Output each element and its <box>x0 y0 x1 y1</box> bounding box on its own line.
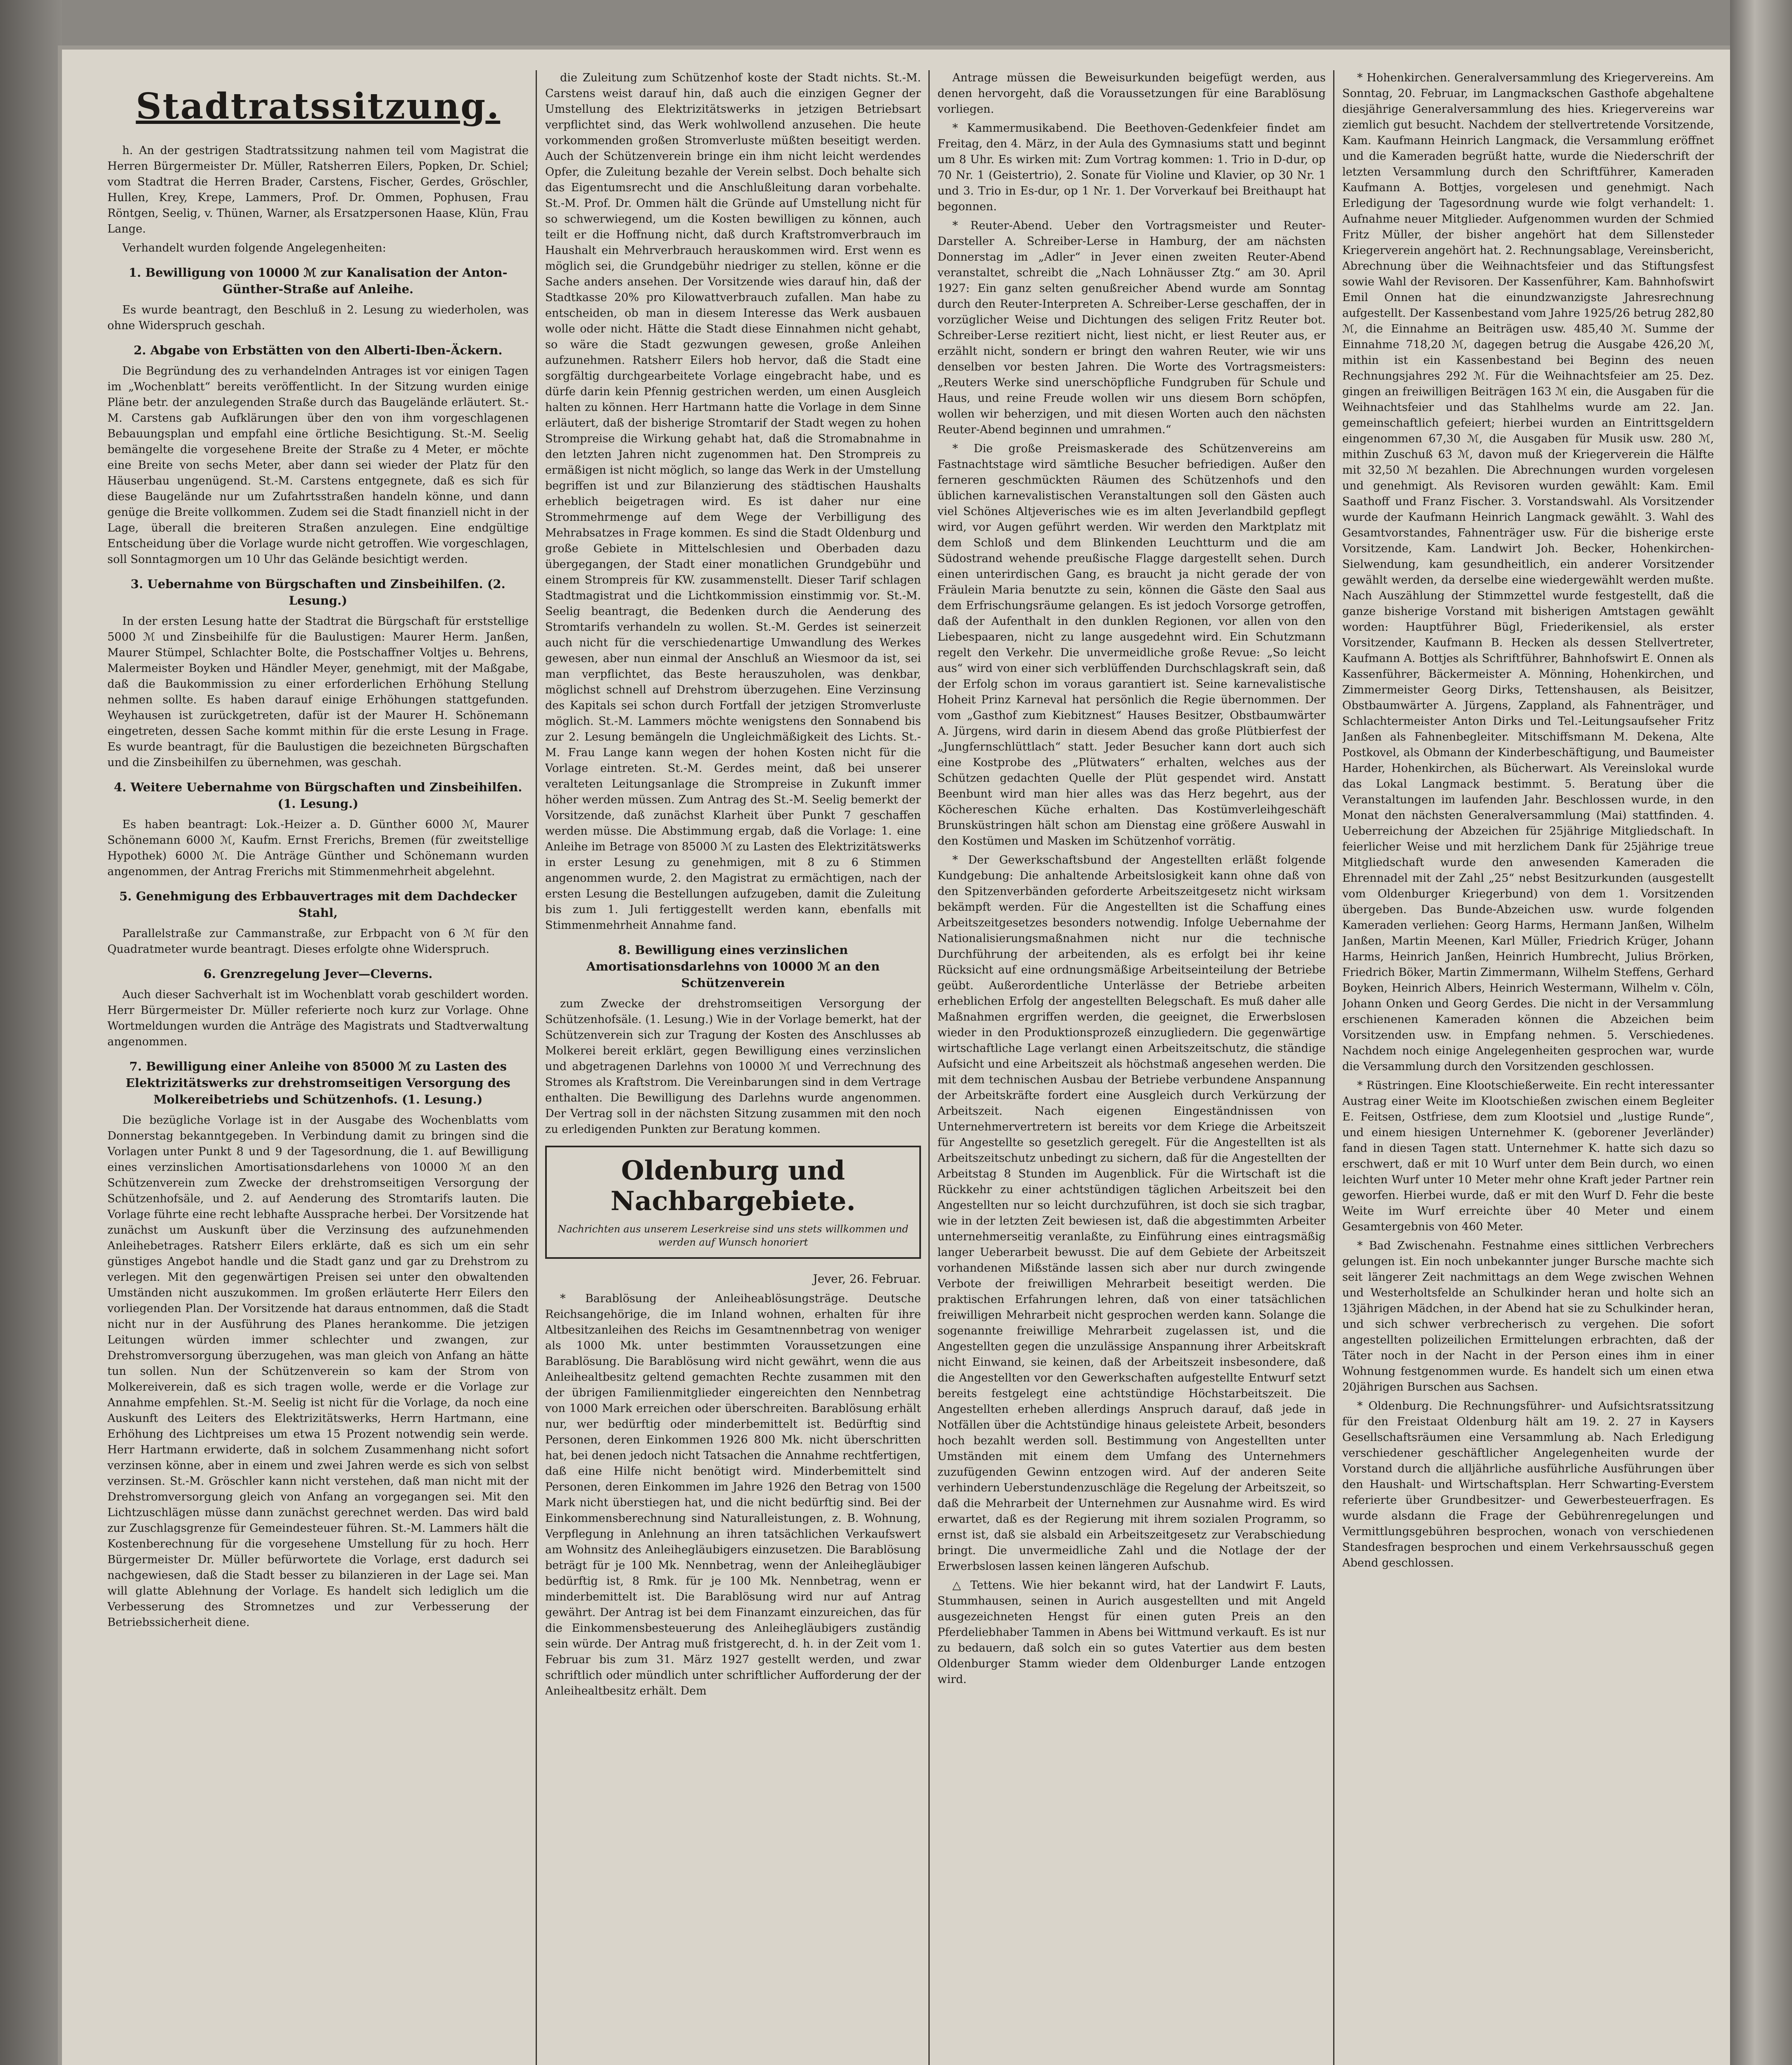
section-heading: 6. Grenzregelung Jever—Cleverns. <box>203 967 433 981</box>
article-paragraph: Die Begründung des zu verhandelnden Antrages ist vor einigen Tagen im „Wochenblatt“ bereits veröffentlicht. In der Sitzung wurden einige Pläne betr. der anzulegenden Straße durch das Baugelände erläutert. St.-M. Carstens gab Aufklärungen über den von ihm vorgeschlagenen Bebauungsplan und empfahl eine örtliche Besichtigung. St.-M. Seelig bemängelte die vorgesehene Breite der Straße zu 4 Meter, er möchte eine Breite von sechs Meter, aber dann sei wieder der Platz für den Häuserbau ungenügend. St.-M. Carstens entgegnete, daß es sich für diese Baugelände nur um Zufahrtsstraßen handeln könne, und dann genüge die Breite vollkommen. Zudem sei die Stadt finanziell nicht in der Lage, überall die breiteren Straßen anzulegen. Eine endgültige Entscheidung über die Vorlage wurde nicht getroffen. Wie vorgeschlagen, soll Sonntagmorgen um 10 Uhr das Gelände besichtigt werden. <box>107 365 529 566</box>
reader-note: Nachrichten aus unserem Leserkreise sind uns stets willkommen und werden auf Wunsch honoriert <box>558 1223 909 1248</box>
article-paragraph: * Der Gewerkschaftsbund der Angestellten erläßt folgende Kundgebung: Die anhaltende Arbeitslosigkeit kann ohne daß von den Spitzenverbänden geforderte Arbeitszeitgesetz nicht wirksam bekämpft werden. Für die Angestellten ist die Schaffung eines Arbeitszeitgesetzes besonders notwendig. Infolge Uebernahme der Nationalisierungsmaßnahmen nicht nur die technische Durchführung der arbeitenden, als es erfolgt bei ihr keine Rücksicht auf eine ordnungsmäßige Arbeitseinteilung der Betriebe geübt. Außerordentliche Unterlässe der Betriebe arbeiten erheblichen Erfolg der angestellten Belegschaft. Es muß daher alle Maßnahmen ergriffen werden, die geeignet, die Erwerbslosen wieder in den Produktionsprozeß einzugliedern. Die gegenwärtige wirtschaftliche Lage verlangt einen Arbeitszeitschutz, die ständige Aufsicht und eine Arbeitszeit als höchstmaß angesehen werden. Die mit dem technischen Ausbau der Betriebe verbundene Anspannung der Arbeitskräfte fordert eine Ausgleich durch Verkürzung der Arbeitszeit. Nach eigenen Eingeständnissen von Unternehmervertretern ist bereits vor dem Kriege die Arbeitszeit für Angestellte so gesetzlich geregelt. Für die Angestellten ist als Arbeitszeitschutz unbedingt zu sichern, daß für die Angestellten der Arbeitstag 8 Stunden im Augenblick. Für die Wirtschaft ist die Rückkehr zu einer achtstündigen täglichen Arbeitszeit bei den Angestellten nur so leicht durchzuführen, ist doch sie sich tragbar, wie in der letzten Zeit bewiesen ist, daß die abgestimmten Arbeiter unternehmerseitig veranlaßte, zu Einführung eines eintragsmäßig langer Ueberarbeit bewusst. Die auf dem Gebiete der Arbeitszeit vorhandenen Mißstände lassen sich aber nur durch zwingende Verbote der freiwilligen Mehrarbeit beseitigt werden. Die praktischen Erfahrungen lehren, daß von einer tatsächlichen freiwilligen Mehrarbeit nicht gesprochen werden kann. Solange die sogenannte freiwillige Mehrarbeit zugelassen ist, und die Angestellten gegen die unzulässige Anspannung ihrer Arbeitskraft nicht Einwand, sie keinen, daß der Arbeitszeit insbesondere, daß die Angestellten vor den Gewerkschaften aufgestellte Entwurf setzt bereits festgelegt eine achtstündige Höchstarbeitszeit. Die Angestellten erheben allerdings Anspruch darauf, daß jede in Notfällen über die Achtstündige hinaus geleistete Arbeit, besonders hoch bezahlt werden soll. Bestimmung von Angestellten unter Umständen mit einem dem Umfang des Unternehmers zuzufügenden Gewinn entzogen wird. Auf der anderen Seite verhindern Ueberstundenzuschläge die Regelung der Arbeitszeit, so daß die Mehrarbeit der Unternehmen zur Ausnahme wird. Es wird erwartet, daß es der Regierung mit ihrem sozialen Programm, so ernst ist, daß sie alsbald ein Arbeitszeitgesetz zur Verabschiedung bringt. Die unvermeidliche Zahl und die Notlage der der Erwerbslosen lassen keinen längeren Aufschub. <box>938 854 1326 1573</box>
article-paragraph: zum Zwecke der drehstromseitigen Versorgung der Schützenhofsäle. (1. Lesung.) Wie in der Vorlage bemerkt, hat der Schützenverein sich zur Tragung der Kosten des Anschlusses ab Molkerei bereit erklärt, gegen Bewilligung eines verzinslichen und abgetragenen Darlehns von 10000 ℳ und Verrechnung des Stromes als Kraftstrom. Die Vereinbarungen sind in dem Vertrage enthalten. Die Bewilligung des Darlehns wurde angenommen. Der Vertrag soll in der nächsten Sitzung zusammen mit den noch zu erledigenden Punkten zur Beratung kommen. <box>545 997 921 1136</box>
article-paragraph: Verhandelt wurden folgende Angelegenheiten: <box>122 242 386 254</box>
book-edge-right <box>1730 0 1792 2065</box>
article-paragraph: Auch dieser Sachverhalt ist im Wochenblatt vorab geschildert worden. Herr Bürgermeister Dr. Müller referierte noch kurz zur Vorlage. Ohne Wortmeldungen wurden die Anträge des Magistrats und Stadtverwaltung angenommen. <box>107 988 529 1048</box>
section-heading: 3. Uebernahme von Bürgschaften und Zinsbeihilfen. (2. Lesung.) <box>131 577 506 608</box>
column-four <box>1342 70 1714 2065</box>
section-heading: 8. Bewilligung eines verzinslichen Amortisationsdarlehns von 10000 ℳ an den Schützenverein <box>586 943 880 990</box>
regional-section-title: Oldenburg und Nachbargebiete. <box>610 1155 856 1217</box>
book-edge-left <box>0 0 62 2065</box>
article-paragraph: h. An der gestrigen Stadtratssitzung nahmen teil vom Magistrat die Herren Bürgermeister Dr. Müller, Ratsherren Eilers, Popken, Dr. Schiel; vom Stadtrat die Herren Brader, Carstens, Fischer, Gerdes, Gröschler, Hullen, Krey, Krepe, Lammers, Prof. Dr. Ommen, Pophusen, Frau Röntgen, Seelig, v. Thünen, Warner, als Ersatzpersonen Haase, Klün, Frau Lange. <box>107 144 529 235</box>
article-paragraph: * Kammermusikabend. Die Beethoven-Gedenkfeier findet am Freitag, den 4. März, in der Aula des Gymnasiums statt und beginnt um 8 Uhr. Es wirken mit: Zum Vortrag kommen: 1. Trio in D-dur, op 70 Nr. 1 (Geistertrio), 2. Sonate für Violine und Klavier, op 30 Nr. 1 und 3. Trio in Es-dur, op 1 Nr. 1. Der Vorverkauf bei Breithaupt hat begonnen. <box>938 122 1326 213</box>
column-rule <box>536 70 537 2065</box>
section-heading: 4. Weitere Uebernahme von Bürgschaften und Zinsbeihilfen. (1. Lesung.) <box>114 780 522 811</box>
article-headline: Stadtratssitzung. <box>135 85 501 127</box>
article-paragraph: Die bezügliche Vorlage ist in der Ausgabe des Wochenblatts vom Donnerstag bekanntgegeben. In Verbindung damit zu bringen sind die Vorlagen unter Punkt 8 und 9 der Tagesordnung, die 1. auf Bewilligung eines verzinslichen Amortisationsdarlehens von 10000 ℳ an den Schützenverein zum Zwecke der drehstromseitigen Versorgung der Schützenhofsäle, und 2. auf Aenderung des Stromtarifs lauten. Die Vorlage führte eine recht lebhafte Aussprache herbei. Der Vorsitzende hat zunächst um Auskunft über die Verzinsung des aufzunehmenden Anleihebetrages. Ratsherr Eilers erklärte, daß es sich um ein sehr günstiges Angebot handle und die Stadt ganz und gar zu Drehstrom zu verlegen. Mit den gegenwärtigen Preisen sei unter den obwaltenden Umständen nicht auszukommen. Im großen erläuterte Herr Eilers den vorliegenden Plan. Der Vorsitzende hat daraus entnommen, daß die Stadt nicht nur in der Ausführung des Planes herankomme. Die jetzigen Leitungen würden immer schlechter und zwangen, zur Drehstromversorgung überzugehen, was man gleich von Anfang an hätte tun sollen. Nun der Schützenverein so kam der Strom von Molkereiverein, daß es sich tragen wolle, werde er die Vorlage zur Annahme empfehlen. St.-M. Seelig ist nicht für die Vorlage, da noch eine Auskunft des Leiters des Elektrizitätswerks, Herrn Hartmann, eine Erhöhung des Lichtpreises um etwa 15 Prozent notwendig sein werde. Herr Hartmann erwiderte, daß in solchem Zusammenhang nicht sofort verzinsen könne, aber in einem und zwei Jahren werde es sich von selbst verzinsen. St.-M. Gröschler kann nicht verstehen, daß man nicht mit der Drehstromversorgung gleich von Anfang an vorgegangen sei. Mit den Lichtzuschlägen müsse dann zunächst gerechnet werden. Das wird bald zur Zuschlagsgrenze für Gemeindesteuer führen. St.-M. Lammers hält die Kostenberechnung für die vorgesehene Umstellung für zu hoch. Herr Bürgermeister Dr. Müller befürwortete die Vorlage, erst dadurch sei nachgewiesen, daß die Stadt besser zu bilanzieren in der Lage sei. Man will glatte Ablehnung der Vorlage. Es handelt sich lediglich um die Verbesserung des Stromnetzes und zur Verbesserung der Betriebssicherheit diene. <box>107 1114 529 1629</box>
column-three <box>938 70 1326 2065</box>
article-paragraph: * Hohenkirchen. Generalversammlung des Kriegervereins. Am Sonntag, 20. Februar, im Langmackschen Gasthofe abgehaltene diesjährige Generalversammlung des hies. Kriegervereins war ziemlich gut besucht. Nachdem der stellvertretende Vorsitzende, Kam. Kaufmann Heinrich Langmack, die Versammlung eröffnet und die Kameraden begrüßt hatte, wurde die Niederschrift der letzten Versammlung durch den Schriftführer, Kameraden Kaufmann A. Bottjes, vorgelesen und genehmigt. Nach Erledigung der Tagesordnung wurde wie folgt verhandelt: 1. Aufnahme neuer Mitglieder. Aufgenommen wurden der Schmied Fritz Müller, der bisher angehört hat dem Sillensteder Kriegerverein angehört hat. 2. Rechnungsablage, Vereinsbericht, Abrechnung über die Weihnachtsfeier und das Stiftungsfest sowie Wahl der Revisoren. Der Kassenführer, Kam. Bahnhofswirt Emil Onnen hat die einundzwanzigste Jahresrechnung aufgestellt. Der Kassenbestand vom Jahre 1925/26 betrug 282,80 ℳ, die Einnahme an Beiträgen usw. 485,40 ℳ. Summe der Einnahme 718,20 ℳ, dagegen betrug die Ausgabe 426,20 ℳ, mithin ist ein Kassenbestand bei Beginn des neuen Rechnungsjahres 292 ℳ. Für die Weihnachtsfeier am 25. Dez. gingen an freiwilligen Beiträgen 163 ℳ ein, die Ausgaben für die Weihnachtsfeier und das Stahlhelms wurde am 22. Jan. gemeinschaftlich gefeiert; hierbei wurden an Eintrittsgeldern eingenommen 67,30 ℳ, die Ausgaben für Musik usw. 280 ℳ, mithin Zuschuß 63 ℳ, davon muß der Kriegerverein die Hälfte mit 32,50 ℳ bezahlen. Die Abrechnungen wurden vorgelesen und genehmigt. Als Revisoren wurden gewählt: Kam. Emil Saathoff und Franz Fischer. 3. Vorstandswahl. Als Vorsitzender wurde der Kaufmann Heinrich Langmack gewählt. 3. Wahl des Gesamtvorstandes, Fahnenträger usw. Für die bisherige erste Vorsitzende, Kam. Landwirt Joh. Becker, Hohenkirchen-Sielwendung, kam gesundheitlich, ein anderer Vorsitzender gewählt werden, da derselbe eine wiedergewählt werden mußte. Nach Auszählung der Stimmzettel wurde festgestellt, daß die ganze bisherige Vorstand mit bisherigen Amtstagen gewählt worden: Hauptführer Bügl, Friederikensiel, als erster Vorsitzender, Kaufmann B. Hecken als dessen Stellvertreter, Kaufmann A. Bottjes als Schriftführer, Bahnhofswirt E. Onnen als Kassenführer, Bäckermeister A. Mönning, Hohenkirchen, und Zimmermeister Georg Dirks, Tettenshausen, als Beisitzer, Obstbaumwärter A. Jürgens, Zappland, als Fahnenträger, und Schlachtermeister Anton Dirks und Tel.-Leitungsaufseher Fritz Janßen als Fahnenbegleiter. Mitschiffsmann M. Dekena, Alte Postkovel, als Obmann der Kinderbeschäftigung, und Baumeister Harder, Hohenkirchen, als Bücherwart. Als Vereinslokal wurde das Lokal Langmack bestimmt. 5. Beratung über die Veranstaltungen im laufenden Jahr. Beschlossen wurde, in den Monat den nächsten Generalversammlung (Mai) stattfinden. 4. Ueberreichung der Abzeichen für 25jährige Mitgliedschaft. In feierlicher Weise und mit herzlichem Dank für 25jährige treue Mitgliedschaft wurde den anwesenden Kameraden die Ehrennadel mit der Zahl „25“ nebst Besitzurkunden (ausgestellt vom Oldenburger Kriegerbund) von dem 1. Vorsitzenden übergeben. Das Bunde-Abzeichen usw. wurde folgenden Kameraden verliehen: Georg Harms, Hermann Janßen, Wilhelm Janßen, Martin Meenen, Karl Müller, Friedrich Krüger, Johann Harms, Heinrich Janßen, Heinrich Humbrecht, Julius Brörken, Friedrich Böker, Martin Zimmermann, Wilhelm Steffens, Gerhard Boyken, Heinrich Albers, Heinrich Westermann, Wilhelm v. Cöln, Johann Onken und Georg Gerdes. Die nicht in der Versammlung erschienenen Kameraden können die Abzeichen beim Vorsitzenden usw. in Empfang nehmen. 5. Verschiedenes. Nachdem noch einige Angelegenheiten gesprochen war, wurde die Versammlung durch den Vorsitzenden geschlossen. <box>1342 71 1714 1073</box>
article-paragraph: * Die große Preismaskerade des Schützenvereins am Fastnachtstage wird sämtliche Besucher befriedigen. Außer den ferneren geschmückten Räumen des Schützenhofs und den üblichen karnevalistischen Veranstaltungen soll den Gästen auch viel Schönes Altjeverisches wie es im alten Jeverlandbild gepflegt wird, vor Augen geführt werden. Wir werden den Marktplatz mit dem Schloß und dem Blinkenden Leuchtturm und die am Südostrand wehende preußische Flagge dargestellt sehen. Durch einen unterirdischen Gang, es braucht ja nicht gerade der von Fräulein Maria benutzte zu sein, können die Gäste den Saal aus dem Erfrischungsräume gelangen. Es ist jedoch Vorsorge getroffen, daß der Aufenthalt in den dunklen Regionen, vor allen von den Liebespaaren, nicht zu lange ausgedehnt wird. Ein Schutzmann regelt den Verkehr. Die unvermeidliche große Revue: „So leicht aus“ wird von einer sich verblüffenden Durchschlagskraft sein, daß der Erfolg schon im voraus garantiert ist. Seine karnevalistische Hoheit Prinz Karneval hat persönlich die Regie übernommen. Der vom „Gasthof zum Kiebitznest“ Hauses Besitzer, Obstbaumwärter A. Jürgens, wird darin in diesem Abend das große Plütbierfest der „Jungfernschlüttlach“ statt. Jeder Besucher kann dort auch sich eine Kostprobe des „Plütwaters“ erhalten, welches aus der Schützen gedachten Quelle der Plüt gespendet wird. Anstatt Beenbunt wird man hier alles was das Herz begehrt, aus der Köchereschen Küche erhalten. Das Kostümverleihgeschäft Brunsküstringen hält schon am Dienstag eine größere Auswahl in den Kostümen und Masken im Schützenhof vorrätig. <box>938 442 1326 847</box>
article-paragraph: * Oldenburg. Die Rechnungsführer- und Aufsichtsratssitzung für den Freistaat Oldenburg hält am 19. 2. 27 in Kaysers Gesellschaftsräumen eine Versammlung ab. Nach Erledigung verschiedener geschäftlicher Angelegenheiten wurde der Vorstand durch die alljährliche ausführliche Ausführungen über den Haushalt- und Wirtschaftsplan. Herr Schwarting-Everstem referierte über Grundbesitzer- und Gewerbesteuerfragen. Es wurde alsdann die Frage der Gebührenregelungen und Vermittlungsgebühren besprochen, wonach von verschiedenen Standesfragen besprochen und einem Verkehrsausschuß gegen Abend geschlossen. <box>1342 1400 1714 1569</box>
article-paragraph: * Bad Zwischenahn. Festnahme eines sittlichen Verbrechers gelungen ist. Ein noch unbekannter junger Bursche machte sich seit längerer Zeit nachmittags an dem Wege zwischen Wehnen und Westerholtsfelde an Schulkinder heran und holte sich an 13jährigen Mädchen, in der Abend hat sie zu Schulkinder heran, und sich schwer verbrecherisch zu vergehen. Die sofort angestellten polizeilichen Ermittelungen erbrachten, daß der Täter noch in der Nacht in der Person eines ihm in einer Wohnung festgenommen wurde. Es handelt sich um einen etwa 20jährigen Burschen aus Sachsen. <box>1342 1239 1714 1393</box>
article-paragraph: * Barablösung der Anleiheablösungsträge. Deutsche Reichsangehörige, die im Inland wohnen, erhalten für ihre Altbesitzanleihen des Reichs im Gesamtnennbetrag von weniger als 1000 Mk. unter bestimmten Voraussetzungen eine Barablösung. Die Barablösung wird nicht gewährt, wenn die aus Anleihealtbesitz geltend gemachten Rechte zusammen mit den der übrigen Familienmitglieder eingereichten den Nennbetrag von 1000 Mark erreichen oder überschreiten. Barablösung erhält nur, wer bedürftig oder minderbemittelt ist. Bedürftig sind Personen, deren Einkommen 1926 800 Mk. nicht überschritten hat, bei denen jedoch nicht Tatsachen die Annahme rechtfertigen, daß eine Hilfe nicht benötigt wird. Minderbemittelt sind Personen, deren Einkommen im Jahre 1926 den Betrag von 1500 Mark nicht überstiegen hat, und die nicht bedürftig sind. Bei der Einkommensberechnung sind Naturalleistungen, z. B. Wohnung, Verpflegung in Anlehnung an ihren tatsächlichen Verkaufswert am Wohnsitz des Anleihegläubigers einzusetzen. Die Barablösung beträgt für je 100 Mk. Nennbetrag, wenn der Anleihegläubiger bedürftig ist, 8 Rmk. für je 100 Mk. Nennbetrag, wenn er minderbemittelt ist. Die Barablösung wird nur auf Antrag gewährt. Der Antrag ist bei dem Finanzamt einzureichen, das für die Einkommensbesteuerung des Anleihegläubigers zuständig sein würde. Der Antrag muß fristgerecht, d. h. in der Zeit vom 1. Februar bis zum 31. März 1927 gestellt werden, und zwar schriftlich oder mündlich unter schriftlicher Aufforderung der der Anleihealtbesitz erhält. Dem <box>545 1292 921 1697</box>
dateline: Jever, 26. Februar. <box>813 1272 921 1286</box>
column-two <box>545 70 921 2065</box>
column-rule <box>928 70 930 2065</box>
article-paragraph: Antrage müssen die Beweisurkunden beigefügt werden, aus denen hervorgeht, daß die Voraussetzungen für eine Barablösung vorliegen. <box>938 71 1326 116</box>
article-paragraph: Es haben beantragt: Lok.-Heizer a. D. Günther 6000 ℳ, Maurer Schönemann 6000 ℳ, Kaufm. Ernst Frerichs, Bremen (für zweitstellige Hypothek) 6000 ℳ. Die Anträge Günther und Schönemann wurden angenommen, der Antrag Frerichs mit Stimmenmehrheit abgelehnt. <box>107 818 529 878</box>
section-heading: 5. Genehmigung des Erbbauvertrages mit dem Dachdecker Stahl, <box>119 889 517 920</box>
regional-section-header <box>545 1146 921 1259</box>
article-paragraph: △ Tettens. Wie hier bekannt wird, hat der Landwirt F. Lauts, Stummhausen, seinen in Aurich ausgestellten und mit Angeld ausgezeichneten Hengst für einen guten Preis an den Pferdeliebhaber Tammen in Abens bei Wittmund verkauft. Es ist nur zu bedauern, daß solch ein so gutes Vatertier aus dem besten Oldenburger Stamm wieder dem Oldenburger Lande entzogen wird. <box>938 1579 1326 1686</box>
article-paragraph: * Rüstringen. Eine Klootschießerweite. Ein recht interessanter Austrag einer Weite im Klootschießen zwischen einem Begleiter E. Feitsen, Ostfriese, dem zum Klootsiel und „lustige Runde“, und einem hiesigen Unternehmer K. (geborener Jeverländer) fand in diesen Tagen statt. Unternehmer K. hatte sich dazu so erschwert, daß er mit 10 Wurf unter dem Bein durch, wo einen leichten Wurf unter 10 Meter mehr ohne Kraft jeder Partner rein geworfen. Hierbei wurde, daß er mit den Wurf D. Fehr die beste Weite im Wurf erreichte über 40 Meter und einem Gesamtergebnis von 460 Meter. <box>1342 1079 1714 1233</box>
article-paragraph: Parallelstraße zur Cammanstraße, zur Erbpacht von 6 ℳ für den Quadratmeter wurde beantragt. Dieses erfolgte ohne Widerspruch. <box>107 927 529 956</box>
article-paragraph: die Zuleitung zum Schützenhof koste der Stadt nichts. St.-M. Carstens weist darauf hin, daß auch die einzigen Gegner der Umstellung des Elektrizitätswerks in jetzigen Betriebsart verpflichtet sind, das Werk wohlwollend anzusehen. Die heute vorkommenden großen Stromverluste müßten beseitigt werden. Auch der Schützenverein bringe ein ihm nicht leicht werdendes Opfer, die Zuleitung bezahle der Verein selbst. Doch behalte sich das Eigentumsrecht und die Anschlußleitung daran vorbehalte. St.-M. Prof. Dr. Ommen hält die Gründe auf Umstellung nicht für so schwerwiegend, um die Kosten bewilligen zu können, auch teilt er die Hoffnung nicht, daß durch Kraftstromverbrauch im Haushalt ein Mehrverbrauch herauskommen wird. Erst wenn es möglich sei, die Grundgebühr niedriger zu stellen, könne er die Sache anders ansehen. Der Vorsitzende wies darauf hin, daß der Stadtkasse 20% pro Kilowattverbrauch zufallen. Man habe zu entscheiden, ob man in diesem Interesse das Werk ausbauen wolle oder nicht. Hätte die Stadt diese Einnahmen nicht gehabt, so wäre die Stadt gezwungen gewesen, große Anleihen aufzunehmen. Ratsherr Eilers hob hervor, daß die Stadt eine sorgfältig durchgearbeitete Vorlage eingebracht habe, und es dürfe darin kein Pfennig gestrichen werden, um einen Ausgleich halten zu können. Herr Hartmann hatte die Vorlage in dem Sinne erläutert, daß der bisherige Stromtarif der Stadt wegen zu hohen Strompreise die Wirkung gehabt hat, daß die Stromabnahme in den letzten Jahren nicht zugenommen hat. Den Strompreis zu ermäßigen ist nicht möglich, so lange das Werk in der Umstellung begriffen ist und zur Bilanzierung des städtischen Haushalts erheblich beigetragen wird. Es ist daher nur eine Strommehrmenge auf dem Wege der Verbilligung des Mehrabsatzes in Frage kommen. Es sind die Stadt Oldenburg und große Gebiete in Mittelschlesien und Oberbaden dazu übergegangen, der Stadt einer monatlichen Grundgebühr und einem Strompreis für KW. zusammenstellt. Dieser Tarif schlagen Stadtmagistrat und die Lichtkommission einstimmig vor. St.-M. Seelig beantragt, die Bedenken durch die Aenderung des Stromtarifs verhandeln zu wollen. St.-M. Gerdes ist seinerzeit auch nicht für die verschiedenartige Umwandlung des Werkes gewesen, aber nun einmal der Anschluß an Wiesmoor da ist, sei man verpflichtet, das Beste herauszuholen, was denkbar, möglichst schnell auf Drehstrom überzugehen. Eine Verzinsung des Kapitals sei schon durch Fortfall der jetzigen Stromverluste möglich. St.-M. Lammers möchte wenigstens den Sonnabend bis zur 2. Lesung bemängeln die Ungleichmäßigkeit des Lichts. St.-M. Frau Lange kann wegen der hohen Kosten nicht für die Vorlage eintreten. St.-M. Gerdes meint, daß bei unserer veralteten Leitungsanlage die Strompreise in Zukunft immer höher werden müssen. Zum Antrag des St.-M. Seelig bemerkt der Vorsitzende, daß zunächst Klarheit über Punkt 7 geschaffen werden müsse. Die Abstimmung ergab, daß die Vorlage: 1. eine Anleihe im Betrage von 85000 ℳ zu Lasten des Elektrizitätswerks in erster Lesung zu genehmigen, mit 8 zu 6 Stimmen angenommen wurde, 2. den Magistrat zu ermächtigen, nach der ersten Lesung die Bestellungen aufzugeben, damit die Zuleitung bis zum 1. Juli fertiggestellt werden kann, ebenfalls mit Stimmenmehrheit Annahme fand. <box>545 71 921 932</box>
column-rule <box>1333 70 1334 2065</box>
section-heading: 1. Bewilligung von 10000 ℳ zur Kanalisation der Anton-Günther-Straße auf Anleihe. <box>128 266 508 296</box>
section-heading: 7. Bewilligung einer Anleihe von 85000 ℳ zu Lasten des Elektrizitätswerks zur drehstromseitigen Versorgung des Molkereibetriebs und Schützenhofs. (1. Lesung.) <box>126 1059 510 1106</box>
column-stadtrat <box>107 70 529 2065</box>
section-heading: 2. Abgabe von Erbstätten von den Alberti-Iben-Äckern. <box>133 343 503 357</box>
article-paragraph: * Reuter-Abend. Ueber den Vortragsmeister und Reuter-Darsteller A. Schreiber-Lerse in Hamburg, der am nächsten Donnerstag im „Adler“ in Jever einen zweiten Reuter-Abend veranstaltet, schreibt die „Nach Lohnäusser Ztg.“ am 30. April 1927: Ein ganz selten genußreicher Abend wurde am Sonntag durch den Reuter-Interpreten A. Schreiber-Lerse geschaffen, der in vorzüglicher Weise und Dichtungen des seligen Fritz Reuter bot. Schreiber-Lerse rezitiert nicht, liest nicht, er liest Reuter aus, er erzählt nicht, sondern er bringt den wahren Reuter, wie wir uns denselben vor besten Jahren. Die Worte des Vortragsmeisters: „Reuters Werke sind unerschöpfliche Fundgruben für Schule und Haus, und reine Freude wollen wir uns diesem Born schöpfen, wollen wir beherzigen, und mit diesen Worten auch den nächsten Reuter-Abend beginnen und umrahmen.“ <box>938 219 1326 436</box>
article-paragraph: In der ersten Lesung hatte der Stadtrat die Bürgschaft für erststellige 5000 ℳ und Zinsbeihilfe für die Baulustigen: Maurer Herm. Janßen, Maurer Stümpel, Schlachter Bolte, die Postschaffner Voltjes u. Behrens, Malermeister Boyken und Händler Meyer, genehmigt, mit der Maßgabe, daß die Baukommission zu einer erforderlichen Erhöhung Stellung nehmen sollte. Es haben darauf einige Erhöhungen stattgefunden. Weyhausen ist zurückgetreten, dafür ist der Maurer H. Schönemann eingetreten, dessen Sache kommt mithin für die erste Lesung in Frage. Es wurde beantragt, für die Baulustigen die bezeichneten Bürgschaften und die Zinsbeihilfen zu übernehmen, was geschah. <box>107 615 529 769</box>
article-paragraph: Es wurde beantragt, den Beschluß in 2. Lesung zu wiederholen, was ohne Widerspruch geschah. <box>107 304 529 332</box>
